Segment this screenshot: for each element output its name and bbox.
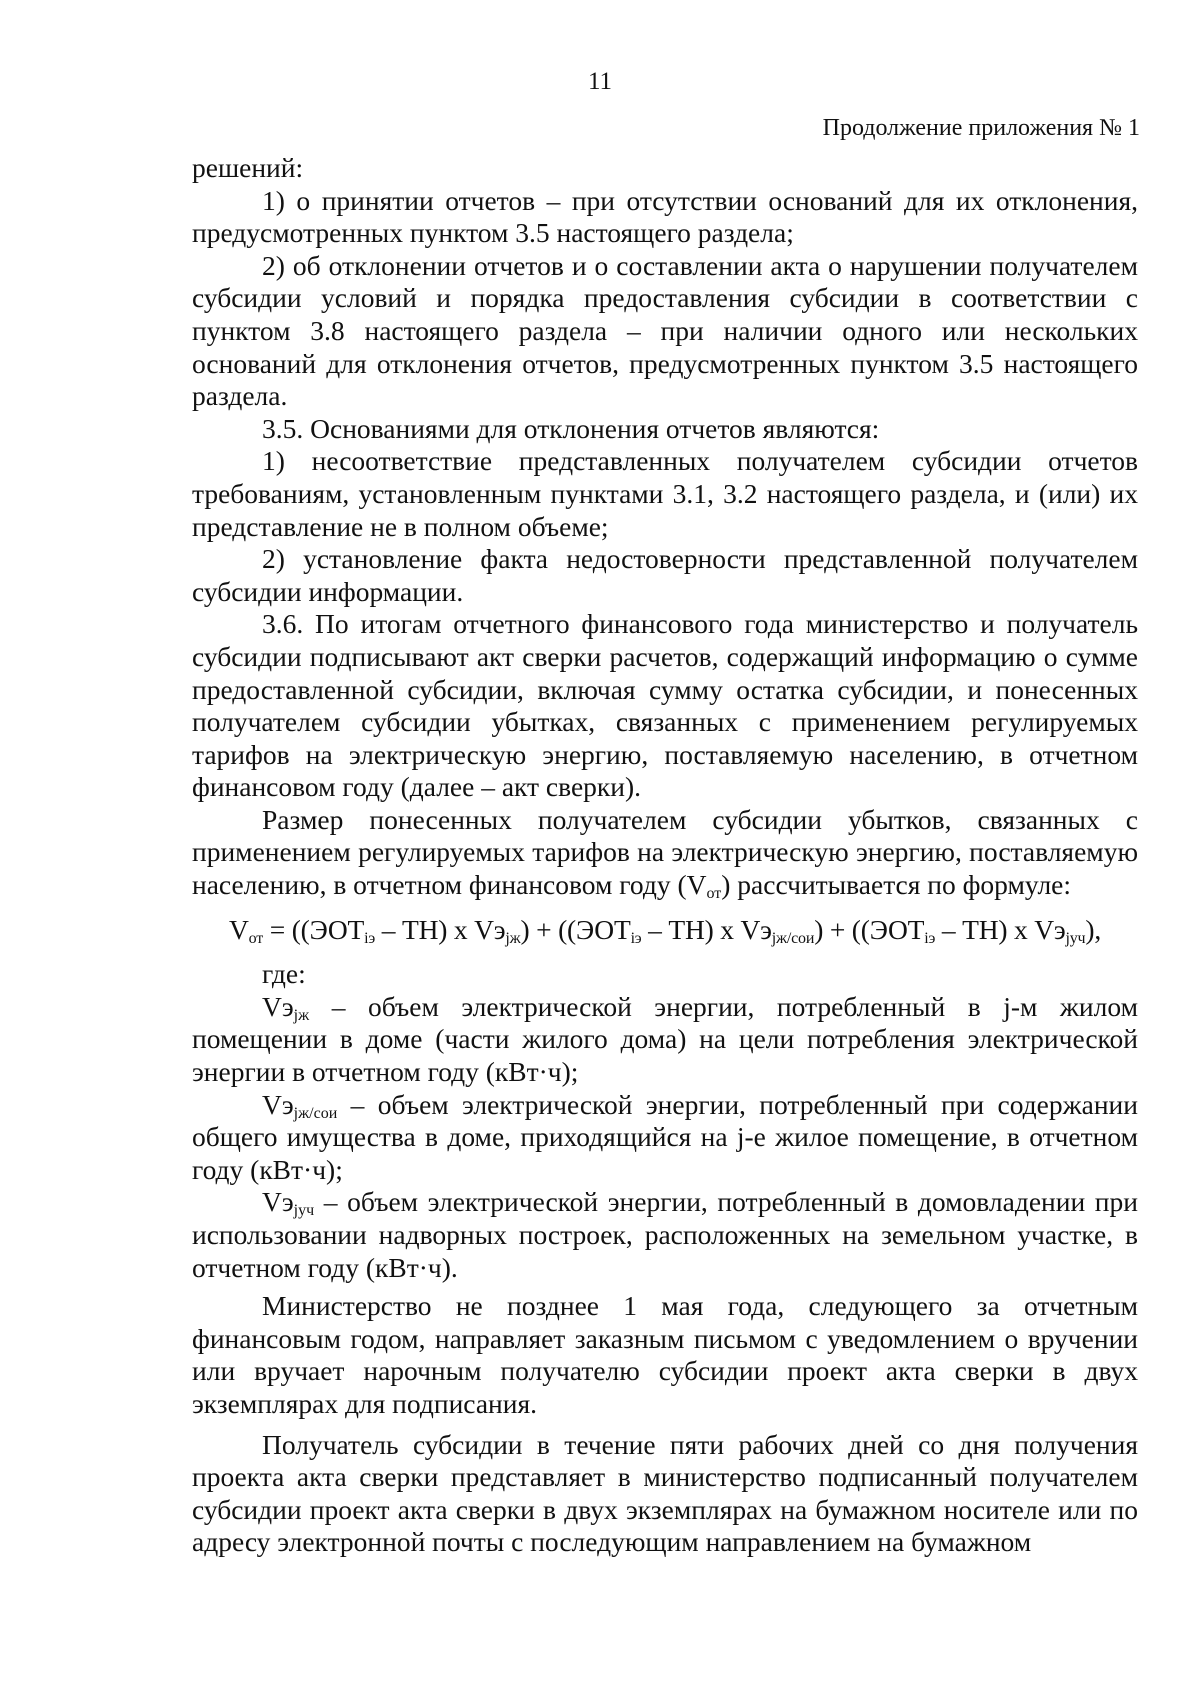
- definition-text: – объем электрической энергии, потребленный в j-м жилом помещении в доме (части жилого дома) на цели потребления электрической энергии в отчетном году (кВт·ч);: [192, 990, 1138, 1088]
- formula-part: = ((ЭОТ: [263, 913, 365, 945]
- definition-v-jzh: [192, 991, 1138, 1089]
- definition-symbol: Vэ: [262, 990, 294, 1022]
- formula-part: ) + ((ЭОТ: [520, 913, 631, 945]
- definition-v-jzh-soi: [192, 1089, 1138, 1187]
- paragraph-3-5: 3.5. Основаниями для отклонения отчетов являются:: [262, 412, 880, 444]
- formula-sub: jж: [505, 929, 521, 947]
- definition-symbol: Vэ: [262, 1088, 294, 1120]
- formula-part: – ТН) х Vэ: [935, 913, 1066, 945]
- definition-v-juch: [192, 1186, 1138, 1284]
- paragraph-ministry-deadline: Министерство не позднее 1 мая года, следующего за отчетным финансовым годом, направляет заказным письмом с уведомлением о вручении или вручает нарочным получателю субсидии проект акта сверки в двух экземплярах для подписания.: [192, 1290, 1138, 1419]
- paragraph-decisions-intro: решений:: [192, 152, 304, 183]
- formula-sub: iэ: [924, 929, 936, 947]
- paragraph-item-accept: 1) о принятии отчетов – при отсутствии оснований для их отклонения, предусмотренных пунктом 3.5 настоящего раздела;: [192, 184, 1138, 249]
- definition-sub: jуч: [293, 1202, 315, 1220]
- formula-sub: jуч: [1065, 929, 1086, 947]
- formula-lhs: V: [228, 913, 249, 945]
- formula-part: – ТН) х Vэ: [375, 913, 506, 945]
- definition-text: – объем электрической энергии, потребленный в домовладении при использовании надворных построек, расположенных на земельном участке, в отчетном году (кВт·ч).: [192, 1186, 1138, 1283]
- formula-sub: iэ: [364, 929, 376, 947]
- formula-part: ) + ((ЭОТ: [814, 913, 925, 945]
- paragraph-loss-size: [192, 804, 1138, 902]
- loss-size-text-b: ) рассчитывается по формуле:: [721, 869, 1072, 901]
- definition-text: – объем электрической энергии, потребленный при содержании общего имущества в доме, приходящийся на j-е жилое помещение, в отчетном году (кВт·ч);: [192, 1088, 1138, 1185]
- document-body: [192, 152, 1138, 1559]
- formula-sub: iэ: [630, 929, 642, 947]
- paragraph-reason-1: 1) несоответствие представленных получателем субсидии отчетов требованиям, установленным пунктами 3.1, 3.2 настоящего раздела, и (или) их представление не в полном объеме;: [192, 445, 1138, 542]
- formula-sub: jж/сои: [771, 929, 815, 947]
- definition-symbol: Vэ: [262, 1186, 294, 1218]
- paragraph-where: где:: [262, 958, 306, 990]
- formula-part: ),: [1085, 913, 1102, 945]
- paragraph-3-6: 3.6. По итогам отчетного финансового года министерство и получатель субсидии подписывают акт сверки расчетов, содержащий информацию о сумме предоставленной субсидии, включая сумму остатка субсидии, и понесенных получателем субсидии убытках, связанных с применением регулируемых тарифов на электрическую энергию, поставляемую населению, в отчетном финансовом году (далее – акт сверки).: [192, 608, 1138, 803]
- paragraph-recipient-signing: Получатель субсидии в течение пяти рабочих дней со дня получения проекта акта сверки представляет в министерство подписанный получателем субсидии проект акта сверки в двух экземплярах на бумажном носителе или по адресу электронной почты с последующим направлением на бумажном: [192, 1428, 1138, 1558]
- annex-label: Продолжение приложения № 1: [822, 115, 1140, 141]
- definition-sub: jж: [293, 1006, 310, 1024]
- paragraph-item-reject: 2) об отклонении отчетов и о составлении акта о нарушении получателем субсидии условий и порядка предоставления субсидии в соответствии с пунктом 3.8 настоящего раздела – при наличии одного или нескольких оснований для отклонения отчетов, предусмотренных пунктом 3.5 настоящего раздела.: [192, 249, 1138, 412]
- formula-sub: от: [248, 929, 264, 947]
- loss-formula: [192, 914, 1138, 947]
- page-number: 11: [587, 68, 613, 95]
- loss-size-text-a: Размер понесенных получателем субсидии убытков, связанных с применением регулируемых тарифов на электрическую энергию, поставляемую населению, в отчетном финансовом году (V: [192, 803, 1138, 901]
- paragraph-reason-2: 2) установление факта недостоверности представленной получателем субсидии информации.: [192, 543, 1138, 607]
- loss-size-sub: от: [706, 885, 722, 903]
- definition-sub: jж/сои: [293, 1104, 338, 1122]
- formula-part: – ТН) х Vэ: [641, 913, 772, 945]
